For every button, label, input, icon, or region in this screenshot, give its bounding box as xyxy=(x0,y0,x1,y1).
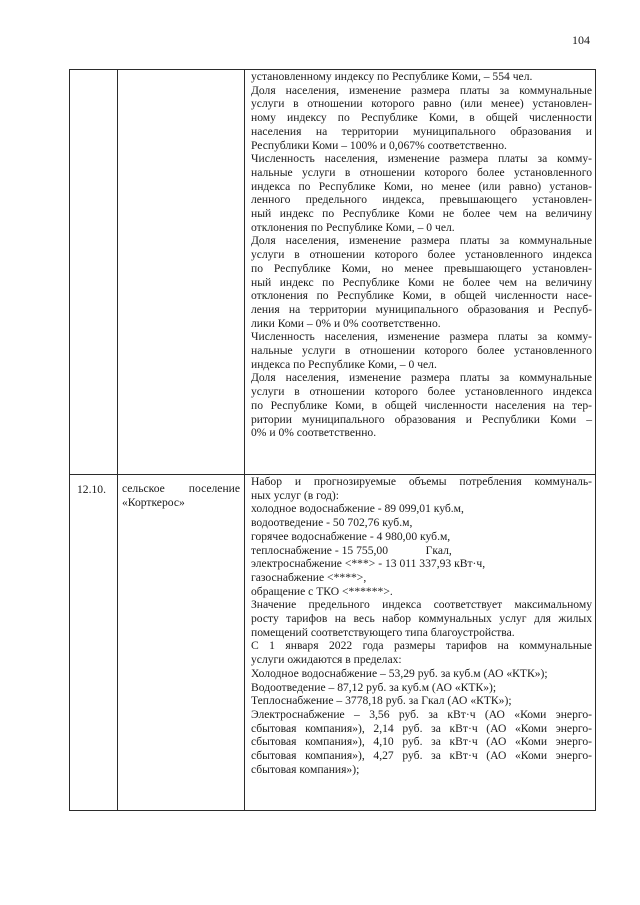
text-line: отклонения по Республике Коми, в общей численности насе- xyxy=(251,289,592,303)
text-line: сбытовая компания»), 2,14 руб. за кВт·ч (АО «Коми энерго- xyxy=(251,721,592,735)
description-cell xyxy=(245,70,596,475)
text-line: помещений соответствующего типа благоустройства. xyxy=(251,625,515,639)
text-line: Значение предельного индекса соответствует максимальному xyxy=(251,598,592,612)
text-line: Численность населения, изменение размера платы за комму- xyxy=(251,152,592,166)
text-line: Доля населения, изменение размера платы за коммунальные xyxy=(251,83,592,97)
text-line: 0% и 0% соответственно. xyxy=(251,426,377,440)
text-line: Республики Коми – 100% и 0,067% соответственно. xyxy=(251,138,507,152)
text-line: росту тарифов на весь набор коммунальных услуг для жилых xyxy=(251,612,592,626)
text-line: Теплоснабжение – 3778,18 руб. за Гкал (АО «КТК»); xyxy=(251,694,512,708)
text-line: горячее водоснабжение - 4 980,00 куб.м, xyxy=(251,529,451,543)
text-line: ный индекс по Республике Коми не более чем на величину xyxy=(251,207,592,221)
text-line: ления на территории муниципального образования и Респуб- xyxy=(251,302,592,316)
table-row xyxy=(70,475,596,811)
text-line: ленного предельного индекса, превышающего установлен- xyxy=(251,193,592,207)
text-line: водоотведение - 50 702,76 куб.м, xyxy=(251,516,413,530)
text-line: нальные услуги в отношении которого более установленного xyxy=(251,344,592,358)
text-line: ритории муниципального образования и Республики Коми – xyxy=(251,412,592,426)
text-line: сбытовая компания»); xyxy=(251,762,360,776)
text-line: Доля населения, изменение размера платы за коммунальные xyxy=(251,371,592,385)
text-line: установленному индексу по Республике Коми, – 554 чел. xyxy=(251,70,533,83)
text-line: газоснабжение <****>, xyxy=(251,570,367,584)
text-line: Доля населения, изменение размера платы за коммунальные xyxy=(251,234,592,248)
description-text xyxy=(251,70,592,440)
municipal-data-table xyxy=(69,69,596,811)
text-line: ный индекс по Республике Коми не более чем на величину xyxy=(251,275,592,289)
text-line: нальные услуги в отношении которого более установленного xyxy=(251,165,592,179)
text-line: ному индексу по Республике Коми, в общей численности xyxy=(251,111,592,125)
table-row xyxy=(70,70,596,475)
text-line: населения на территории муниципального образования и xyxy=(251,124,592,138)
text-line: Холодное водоснабжение – 53,29 руб. за куб.м (АО «КТК»); xyxy=(251,666,548,680)
text-line: лики Коми – 0% и 0% соответственно. xyxy=(251,316,441,330)
text-line: по Республике Коми, но менее превышающего установлен- xyxy=(251,261,592,275)
text-line: холодное водоснабжение - 89 099,01 куб.м, xyxy=(251,502,464,516)
text-line: сбытовая компания»), 4,10 руб. за кВт·ч (АО «Коми энерго- xyxy=(251,735,592,749)
text-line: по Республике Коми, в общей численности населения на тер- xyxy=(251,398,592,412)
page-number: 104 xyxy=(572,33,590,47)
text-line: Набор и прогнозируемые объемы потребления коммуналь- xyxy=(251,475,592,488)
row-number-cell: 12.10. xyxy=(70,475,118,811)
text-line: теплоснабжение - 15 755,00 Гкал, xyxy=(251,543,452,557)
text-line: Численность населения, изменение размера платы за комму- xyxy=(251,330,592,344)
municipality-name-cell: сельское поселение «Корткерос» xyxy=(118,475,245,811)
text-line: услуги в отношении которого более установленного индекса xyxy=(251,385,592,399)
text-line: С 1 января 2022 года размеры тарифов на коммунальные xyxy=(251,639,592,653)
text-line: Электроснабжение – 3,56 руб. за кВт·ч (АО «Коми энерго- xyxy=(251,707,592,721)
description-text xyxy=(251,475,592,776)
text-line: индекса по Республике Коми, но менее (или равно) установ- xyxy=(251,179,592,193)
text-line: услуги в отношении которого более установленного индекса xyxy=(251,248,592,262)
text-line: отклонения по Республике Коми, – 0 чел. xyxy=(251,220,455,234)
row-number-cell xyxy=(70,70,118,475)
text-line: Водоотведение – 87,12 руб. за куб.м (АО «КТК»); xyxy=(251,680,497,694)
text-line: электроснабжение <***> - 13 011 337,93 кВт·ч, xyxy=(251,557,486,571)
text-line: индекса по Республике Коми, – 0 чел. xyxy=(251,357,437,371)
description-cell xyxy=(245,475,596,811)
municipality-name-cell xyxy=(118,70,245,475)
text-line: услуги ожидаются в пределах: xyxy=(251,653,402,667)
text-line: ных услуг (в год): xyxy=(251,488,340,502)
text-line: услуги в отношении которого равно (или менее) установлен- xyxy=(251,97,592,111)
text-line: обращение с ТКО <******>. xyxy=(251,584,393,598)
text-line: сбытовая компания»), 4,27 руб. за кВт·ч (АО «Коми энерго- xyxy=(251,749,592,763)
